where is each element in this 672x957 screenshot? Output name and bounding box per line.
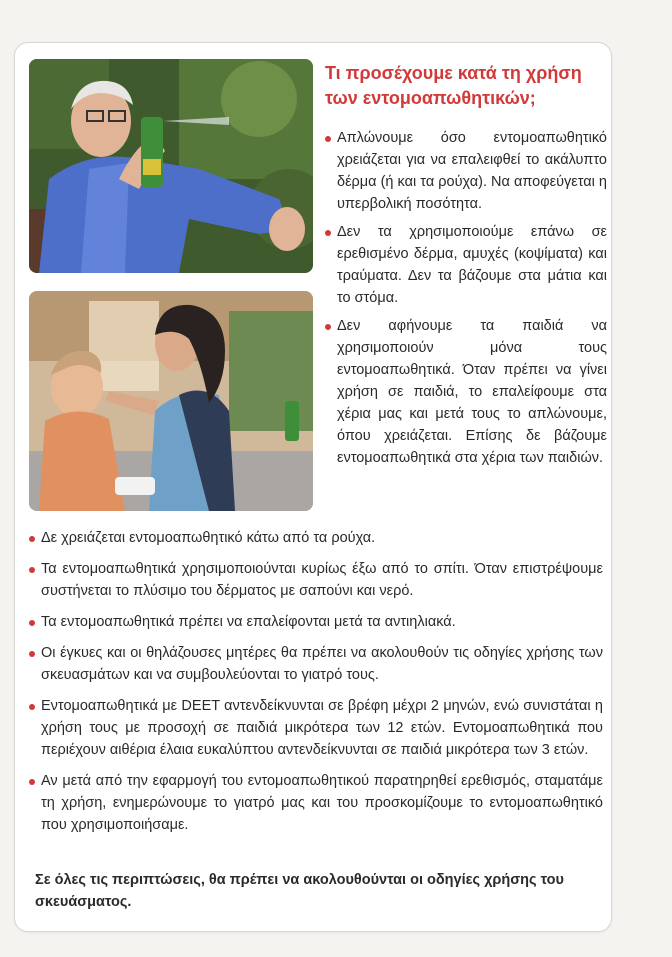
content-card — [14, 42, 612, 932]
main-bullet-list — [29, 527, 603, 845]
footer-note: Σε όλες τις περιπτώσεις, θα πρέπει να ακολουθούνται οι οδηγίες χρήσης του σκευάσματος. — [35, 872, 564, 910]
list-item: Δεν τα χρησιμοποιούμε επάνω σε ερεθισμένο δέρμα, αμυχές (κοψίματα) και τραύματα. Δεν τα βάζουμε στα μάτια και το στόμα. — [325, 221, 607, 309]
list-item: Τα εντομοαπωθητικά πρέπει να επαλείφονται μετά τα αντιηλιακά. — [29, 611, 603, 633]
list-item: Απλώνουμε όσο εντομοαπωθητικό χρειάζεται για να επαλειφθεί το ακάλυπτο δέρμα (ή και τα ρούχα). Να αποφεύγεται η υπερβολική ποσότητα. — [325, 127, 607, 215]
list-item: Τα εντομοαπωθητικά χρησιμοποιούνται κυρίως έξω από το σπίτι. Όταν επιστρέψουμε συστήνεται το πλύσιμο του δέρματος με σαπούνι και νερό. — [29, 558, 603, 602]
list-item: Εντομοαπωθητικά με DEET αντενδείκνυνται σε βρέφη μέχρι 2 μηνών, ενώ συνιστάται η χρήση τους με προσοχή σε παιδιά μικρότερα των 12 ετών. Εντομοαπωθητικά που περιέχουν αιθέρια έλαια ευκαλύπτου αντενδείκνυνται σε παιδιά μικρότερα των 3 ετών. — [29, 695, 603, 761]
list-item: Δε χρειάζεται εντομοαπωθητικό κάτω από τα ρούχα. — [29, 527, 603, 549]
mother-applying-repellent-to-child-photo — [29, 291, 313, 511]
man-spraying-repellent-photo — [29, 59, 313, 273]
list-item: Αν μετά από την εφαρμογή του εντομοαπωθητικού παρατηρηθεί ερεθισμός, σταματάμε τη χρήση, ενημερώνουμε το γιατρό μας και του προσκομίζουμε το εντομοαπωθητικό που χρησιμοποιήσαμε. — [29, 770, 603, 836]
list-item: Οι έγκυες και οι θηλάζουσες μητέρες θα πρέπει να ακολουθούν τις οδηγίες χρήσης των σκευασμάτων και να συμβουλεύονται το γιατρό τους. — [29, 642, 603, 686]
list-item: Δεν αφήνουμε τα παιδιά να χρησιμοποιούν μόνα τους εντομοαπωθητικά. Όταν πρέπει να γίνει χρήση σε παιδιά, το επαλείφουμε στα χέρια μας και μετά τους το απλώνουμε, όπου χρειάζεται. Επίσης δε βάζουμε εντομοαπωθητικά στα χέρια των παιδιών. — [325, 315, 607, 469]
side-bullet-list — [325, 127, 607, 475]
page-title: Τι προσέχουμε κατά τη χρήση των εντομοαπωθητικών; — [325, 63, 582, 108]
